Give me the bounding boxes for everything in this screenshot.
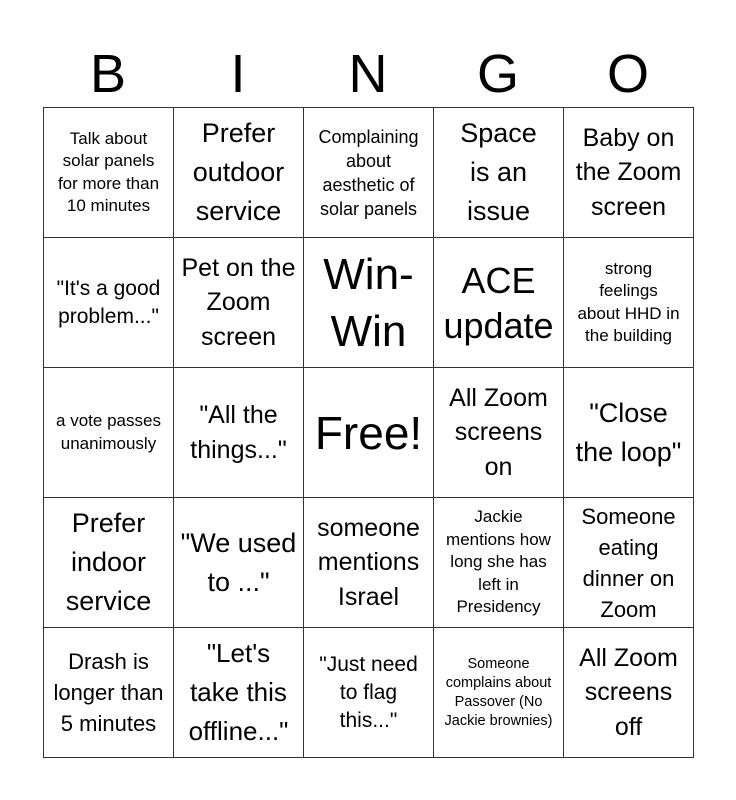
free-space: Free!	[314, 406, 423, 459]
bingo-cell[interactable]	[564, 498, 694, 628]
bingo-cell[interactable]	[434, 628, 564, 758]
bingo-cell[interactable]	[304, 628, 434, 758]
cell-text: ACE update	[443, 259, 554, 346]
bingo-cell[interactable]	[304, 498, 434, 628]
bingo-cell[interactable]	[174, 498, 304, 628]
cell-text: Baby on the Zoom screen	[575, 123, 682, 221]
cell-text: Talk about solar panels for more than 10 minutes	[57, 128, 160, 215]
bingo-cell[interactable]	[44, 238, 174, 368]
bingo-cell[interactable]	[44, 368, 174, 498]
header-letter-i: I	[230, 44, 246, 104]
cell-text: "We used to ..."	[180, 527, 297, 597]
bingo-header	[43, 40, 693, 108]
cell-text: Pet on the Zoom screen	[181, 253, 296, 351]
cell-text: "Close the loop"	[575, 397, 682, 467]
cell-text: Drash is longer than 5 minutes	[53, 649, 164, 736]
cell-text: Prefer outdoor service	[192, 118, 285, 226]
bingo-cell[interactable]	[174, 628, 304, 758]
bingo-cell[interactable]	[44, 628, 174, 758]
cell-text: Complaining about aesthetic of solar panels	[318, 126, 419, 219]
cell-text: All Zoom screens off	[579, 643, 678, 741]
header-letter-g: G	[476, 44, 519, 104]
bingo-cell[interactable]	[44, 108, 174, 238]
bingo-cell[interactable]	[304, 108, 434, 238]
cell-text: "All the things..."	[190, 401, 287, 464]
bingo-cell[interactable]	[304, 368, 434, 498]
cell-text: Someone complains about Passover (No Jackie brownies)	[444, 655, 553, 729]
header-letter-o: O	[606, 44, 649, 104]
bingo-cell[interactable]	[434, 368, 564, 498]
cell-text: Space is an issue	[460, 118, 537, 226]
bingo-cell[interactable]	[434, 108, 564, 238]
cell-text: Prefer indoor service	[65, 508, 152, 616]
cell-text: a vote passes unanimously	[56, 411, 161, 453]
cell-text: Win-Win	[323, 249, 414, 356]
bingo-cell[interactable]	[174, 108, 304, 238]
cell-text: All Zoom screens on	[449, 383, 548, 481]
cell-text: someone mentions Israel	[317, 513, 420, 611]
bingo-cell[interactable]	[434, 498, 564, 628]
cell-text: Jackie mentions how long she has left in Presidency	[446, 507, 551, 617]
bingo-cell[interactable]	[564, 368, 694, 498]
bingo-board	[43, 107, 694, 758]
cell-text: strong feelings about HHD in the building	[577, 258, 680, 345]
cell-text: "Just need to flag this..."	[319, 652, 418, 732]
bingo-cell[interactable]	[174, 238, 304, 368]
cell-text: "It's a good problem..."	[56, 276, 161, 328]
bingo-cell[interactable]	[564, 108, 694, 238]
cell-text: Someone eating dinner on Zoom	[581, 503, 676, 622]
header-letter-n: N	[348, 44, 388, 104]
header-letter-b: B	[89, 44, 127, 104]
cell-text: "Let's take this offline..."	[188, 638, 289, 746]
bingo-cell[interactable]	[434, 238, 564, 368]
bingo-cell[interactable]	[564, 238, 694, 368]
bingo-cell[interactable]	[44, 498, 174, 628]
bingo-cell[interactable]	[174, 368, 304, 498]
bingo-cell[interactable]	[304, 238, 434, 368]
bingo-cell[interactable]	[564, 628, 694, 758]
